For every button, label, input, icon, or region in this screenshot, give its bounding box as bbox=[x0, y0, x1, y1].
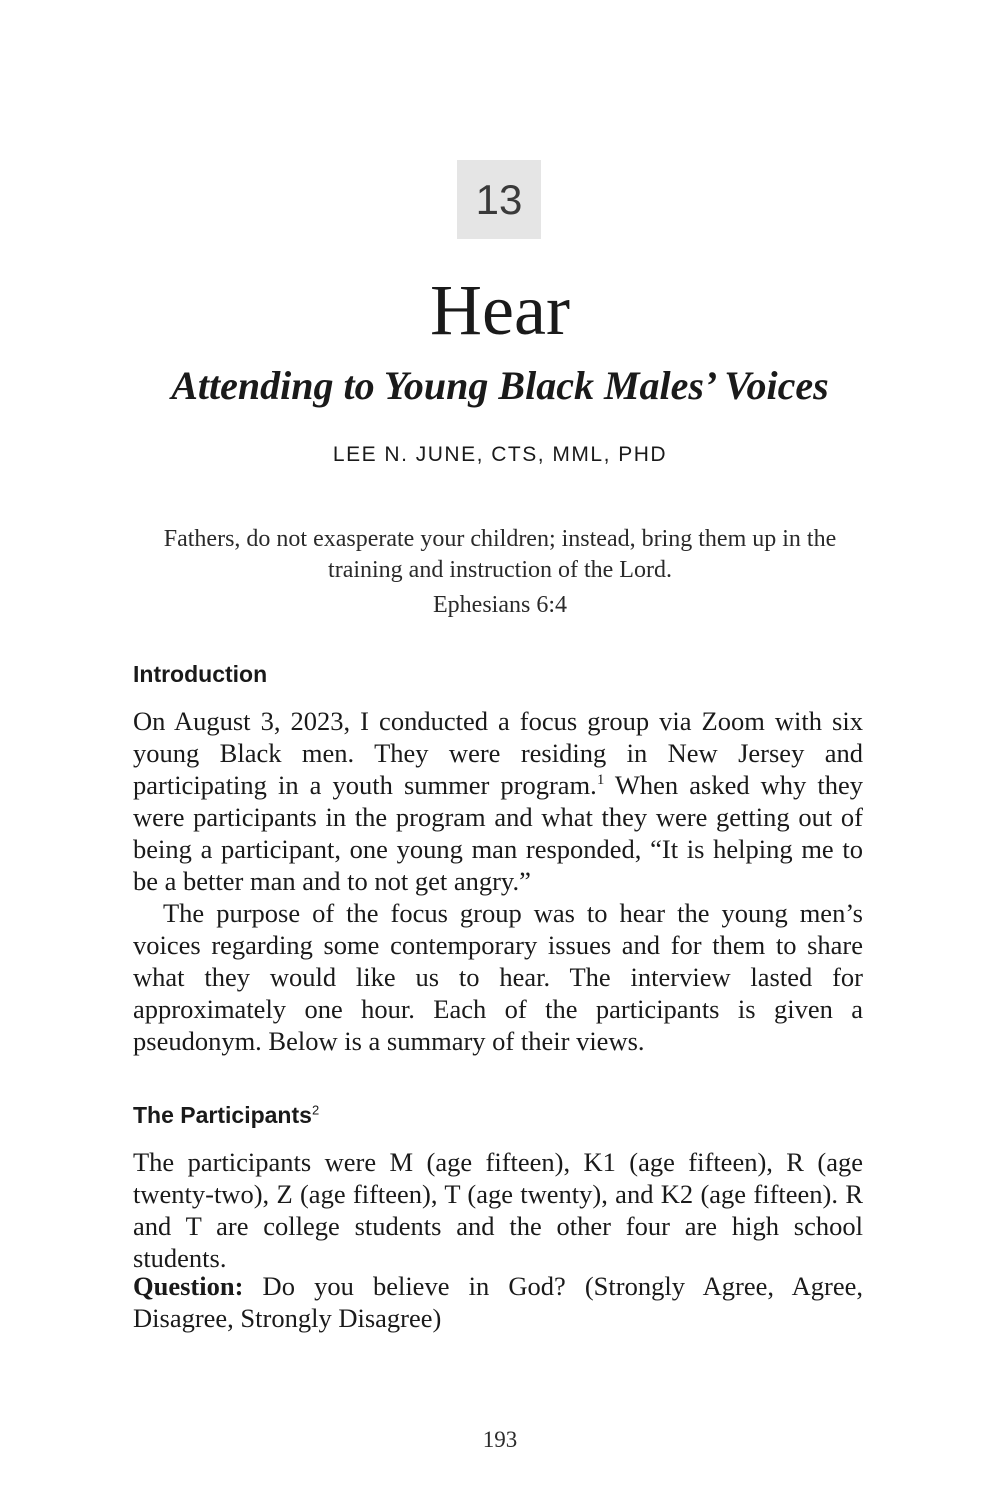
participants-heading bbox=[133, 1100, 319, 1130]
chapter-number: 13 bbox=[457, 160, 541, 239]
epigraph bbox=[150, 524, 850, 621]
epigraph-text: Fathers, do not exasperate your children; instead, bring them up in the training and instruction of the Lord. bbox=[163, 526, 837, 583]
introduction-heading: Introduction bbox=[133, 661, 268, 687]
participants-heading-text: The Participants bbox=[133, 1102, 312, 1128]
question-label: Question: bbox=[133, 1271, 244, 1301]
question-text: Do you believe in God? (Strongly Agree, Agree, Disagree, Strongly Disagree) bbox=[133, 1271, 863, 1333]
epigraph-source: Ephesians 6:4 bbox=[433, 592, 567, 618]
introduction-p1-continued: When asked why they were participants in the program and what they were getting out of being a participant, one young man responded, “It is helping me to be a better man and to not get angry.” bbox=[133, 770, 863, 896]
question-paragraph bbox=[133, 1270, 863, 1334]
introduction-paragraph-2: The purpose of the focus group was to hear the young men’s voices regarding some contemporary issues and for them to share what they would like us to hear. The interview lasted for approximately one hour. Each of the participants is given a pseudonym. Below is a summary of their views. bbox=[133, 898, 863, 1056]
page-number: 193 bbox=[482, 1427, 518, 1452]
chapter-subtitle: Attending to Young Black Males’ Voices bbox=[171, 363, 829, 408]
author-byline: LEE N. JUNE, CTS, MML, PHD bbox=[332, 443, 668, 466]
introduction-body bbox=[133, 705, 863, 1057]
introduction-paragraph-1 bbox=[133, 705, 863, 897]
footnote-ref-1[interactable]: 1 bbox=[596, 772, 605, 789]
question-block bbox=[133, 1270, 863, 1334]
chapter-title: Hear bbox=[430, 270, 570, 350]
introduction-p1-text: On August 3, 2023, I conducted a focus group via Zoom with six young Black men. They were residing in New Jersey and participating in a youth summer program. bbox=[133, 706, 863, 800]
participants-paragraph: The participants were M (age fifteen), K1 (age fifteen), R (age twenty-two), Z (age fifteen), T (age twenty), and K2 (age fifteen). R and T are college students and the other four are high school students. bbox=[133, 1147, 863, 1273]
footnote-ref-2[interactable]: 2 bbox=[311, 1102, 320, 1118]
participants-body bbox=[133, 1146, 863, 1274]
